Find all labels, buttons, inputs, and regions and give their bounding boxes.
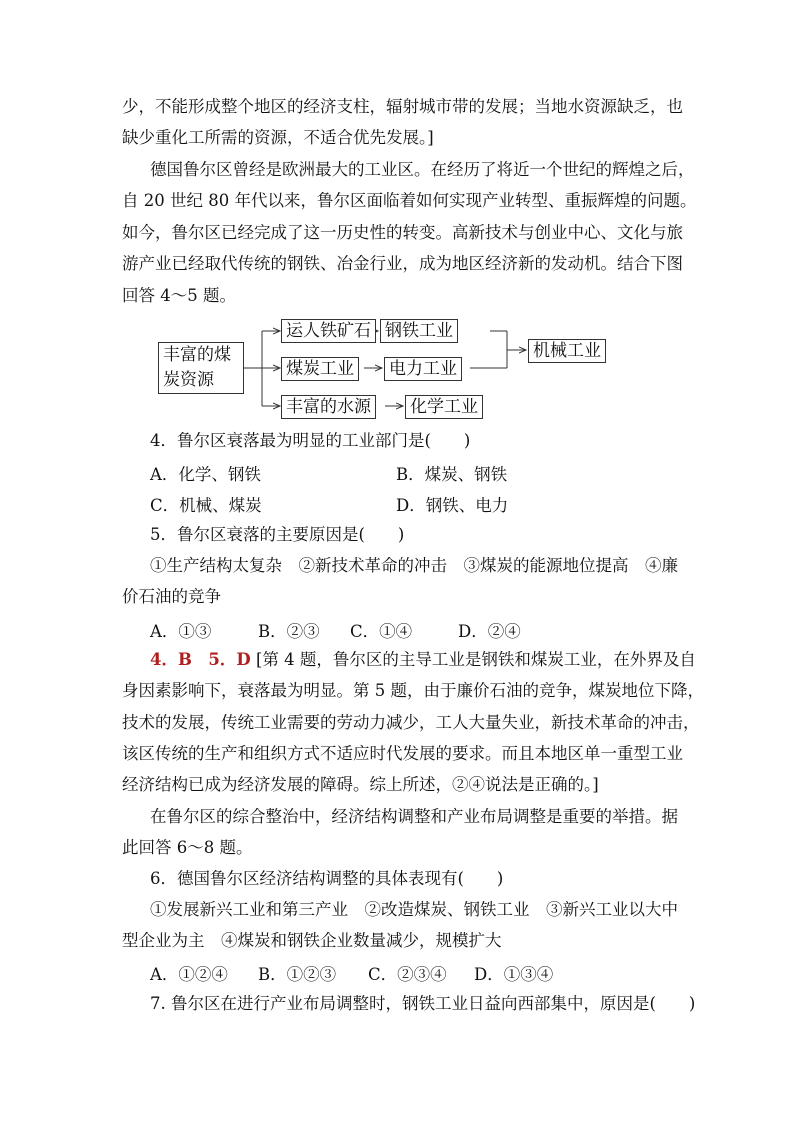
q5-option-d: D．②④ — [458, 622, 521, 641]
q6-option-d: D．①③④ — [474, 965, 554, 984]
chemical-industry-box: 化学工业 — [405, 395, 483, 419]
q6-option-c: C．②③④ — [368, 965, 447, 984]
q4-option-a: A．化学、钢铁 — [150, 465, 261, 484]
text-line: 如今，鲁尔区已经完成了这一历史性的转变。高新技术与创业中心、文化与旅 — [122, 223, 683, 242]
q5-option-c: C．①④ — [350, 622, 413, 641]
question-7-stem: 7. 鲁尔区在进行产业布局调整时，钢铁工业日益向西部集中，原因是( ) — [150, 994, 696, 1013]
water-source-box: 丰富的水源 — [281, 395, 376, 419]
q6-option-b: B．①②③ — [258, 965, 337, 984]
text-line: 自 20 世纪 80 年代以来，鲁尔区面临着如何实现产业转型、重振辉煌的问题。 — [122, 191, 697, 210]
q6-statements: 型企业为主 ④煤炭和钢铁企业数量减少，规模扩大 — [122, 931, 502, 950]
coal-resource-label-l2: 炭资源 — [163, 370, 214, 390]
answer-4-5 — [150, 649, 696, 671]
steel-industry-box: 钢铁工业 — [380, 319, 458, 343]
q5-statements: ①生产结构太复杂 ②新技术革命的冲击 ③煤炭的能源地位提高 ④廉 — [150, 556, 678, 575]
q5-statements: 价石油的竞争 — [122, 587, 221, 606]
answer-key: 4．B 5．D — [150, 650, 251, 669]
text-line: 少，不能形成整个地区的经济支柱，辐射城市带的发展；当地水资源缺乏，也 — [122, 97, 683, 116]
question-5-stem: 5．鲁尔区衰落的主要原因是( ) — [150, 525, 405, 544]
text-line: 身因素影响下，衰落最为明显。第 5 题，由于廉价石油的竞争，煤炭地位下降， — [122, 681, 704, 700]
text-line: 技术的发展，传统工业需要的劳动力减少，工人大量失业，新技术革命的冲击， — [122, 713, 700, 732]
power-industry-box: 电力工业 — [384, 357, 462, 381]
question-6-stem: 6．德国鲁尔区经济结构调整的具体表现有( ) — [150, 869, 504, 888]
q6-statements: ①发展新兴工业和第三产业 ②改造煤炭、钢铁工业 ③新兴工业以大中 — [150, 900, 678, 919]
q5-option-b: B．②③ — [258, 622, 320, 641]
text-line: 德国鲁尔区曾经是欧洲最大的工业区。在经历了将近一个世纪的辉煌之后， — [150, 160, 695, 179]
coal-industry-box: 煤炭工业 — [281, 357, 359, 381]
question-4-stem: 4．鲁尔区衰落最为明显的工业部门是( ) — [150, 431, 471, 450]
q4-option-b: B．煤炭、钢铁 — [396, 465, 508, 484]
text-line: 游产业已经取代传统的钢铁、冶金行业，成为地区经济新的发动机。结合下图 — [122, 254, 683, 273]
coal-resource-label-l1: 丰富的煤 — [163, 345, 231, 365]
text-line: 缺少重化工所需的资源，不适合优先发展。] — [122, 128, 434, 147]
q6-option-a: A．①②④ — [150, 965, 228, 984]
text-line: 该区传统的生产和组织方式不适应时代发展的要求。而且本地区单一重型工业 — [122, 744, 683, 763]
text-line: 此回答 6～8 题。 — [122, 838, 253, 857]
q4-option-d: D．钢铁、电力 — [396, 496, 509, 515]
text-line: 在鲁尔区的综合整治中，经济结构调整和产业布局调整是重要的举措。据 — [150, 807, 678, 826]
iron-ore-box: 运人铁矿石 — [281, 319, 376, 343]
q5-option-a: A．①③ — [150, 622, 212, 641]
coal-resource-box — [158, 342, 244, 394]
text-line: 经济结构已成为经济发展的障碍。综上所述，②④说法是正确的。] — [122, 775, 599, 794]
answer-explanation: [第 4 题，鲁尔区的主导工业是钢铁和煤炭工业，在外界及自 — [255, 650, 696, 669]
machinery-industry-box: 机械工业 — [528, 339, 606, 363]
q4-option-c: C．机械、煤炭 — [150, 496, 262, 515]
text-line: 回答 4～5 题。 — [122, 286, 236, 305]
